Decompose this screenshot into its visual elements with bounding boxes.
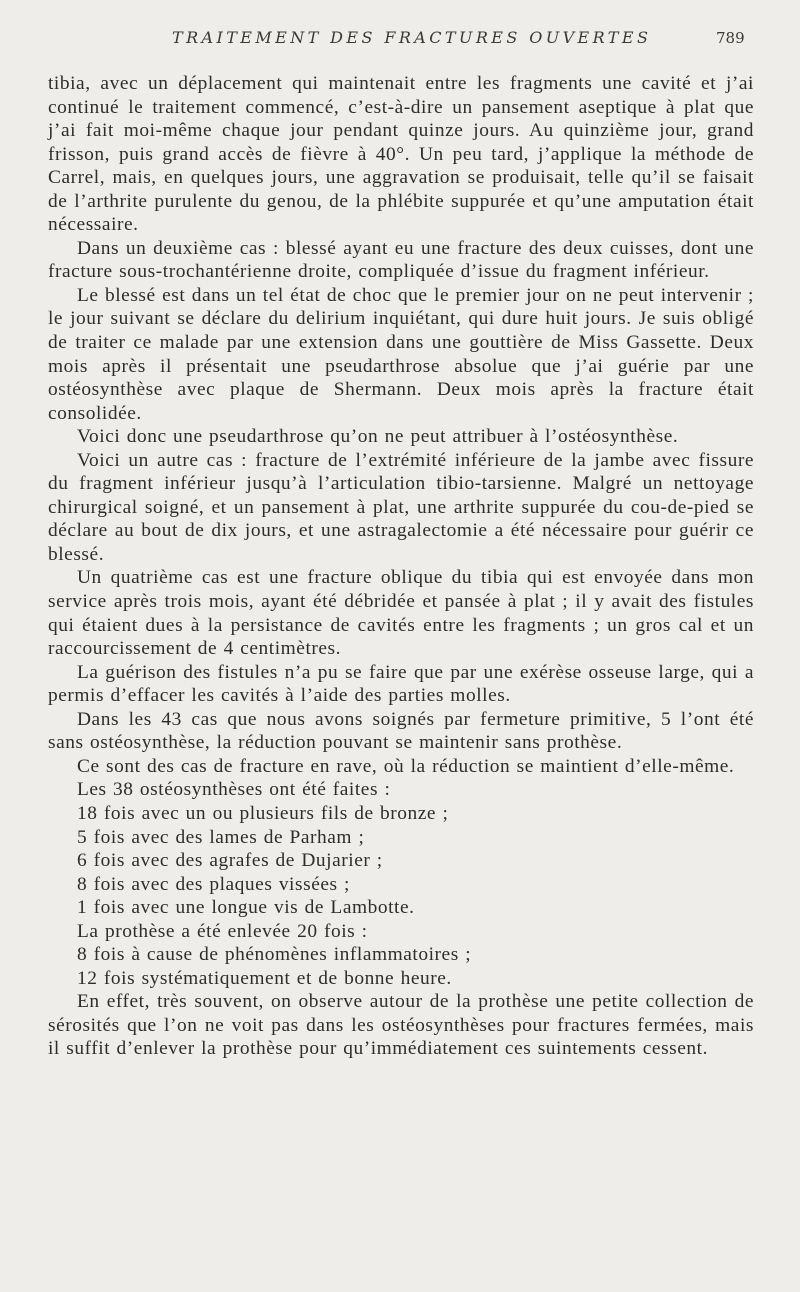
paragraph-second-case: Dans un deuxième cas : blessé ayant eu une fracture des deux cuisses, dont une fracture sous-trochantérienne droite, compliquée d’issue du fragment inférieur. xyxy=(48,237,754,283)
paragraph-conclusion: En effet, très souvent, on observe autour de la prothèse une petite collection de sérosités que l’on ne voit pas dans les ostéosynthèses pour fractures fermées, mais il suffit d’enlever la prothèse pour qu’immédiatement ces suintements cessent. xyxy=(48,991,754,1060)
list-item: 8 fois à cause de phénomènes inflammatoires ; xyxy=(77,944,472,966)
paragraph-fourth-case: Un quatrième cas est une fracture oblique du tibia qui est envoyée dans mon service après trois mois, ayant été débridée et pansée à plat ; il y avait des fistules qui étaient dues à la persistance de cavités entre les fragments ; un gros cal et un raccourcissement de 4 centimètres. xyxy=(48,567,754,660)
page-number: 789 xyxy=(716,29,745,47)
list-intro-osteosyntheses: Les 38 ostéosynthèses ont été faites : xyxy=(77,779,391,801)
list-intro-removal: La prothèse a été enlevée 20 fois : xyxy=(77,920,368,942)
running-title: TRAITEMENT DES FRACTURES OUVERTES xyxy=(172,28,652,47)
list-item: 12 fois systématiquement et de bonne heure. xyxy=(77,967,452,989)
paragraph-pseudarthrosis: Voici donc une pseudarthrose qu’on ne peut attribuer à l’ostéosynthèse. xyxy=(77,426,679,448)
body-text xyxy=(48,72,754,1061)
list-item: 1 fois avec une longue vis de Lambotte. xyxy=(77,897,415,919)
paragraph-another-case: Voici un autre cas : fracture de l’extrémité inférieure de la jambe avec fissure du fragment inférieur jusqu’à l’articulation tibio-tarsienne. Malgré un nettoyage chirurgical soigné, et un pansement à plat, une arthrite suppurée du cou-de-pied se déclare au bout de dix jours, et une astragalectomie a été nécessaire pour guérir ce blessé. xyxy=(48,449,754,565)
paragraph-continuation: tibia, avec un déplacement qui maintenait entre les fragments une cavité et j’ai continué le traitement commencé, c’est-à-dire un pansement aseptique à plat que j’ai fait moi-même chaque jour pendant quinze jours. Au quinzième jour, grand frisson, puis grand accès de fièvre à 40°. Un peu tard, j’applique la méthode de Carrel, mais, en quelques jours, une aggravation se produisait, telle qu’il se faisait de l’arthrite purulente du genou, de la phlébite suppurée et qu’une amputation était nécessaire. xyxy=(48,73,754,236)
running-header xyxy=(0,28,800,52)
list-item: 6 fois avec des agrafes de Dujarier ; xyxy=(77,850,383,872)
paragraph-shock: Le blessé est dans un tel état de choc que le premier jour on ne peut intervenir ; le jour suivant se déclare du delirium inquiétant, qui dure huit jours. Je suis obligé de traiter ce malade par une extension dans une gouttière de Miss Gassette. Deux mois après il présentait une pseudarthrose absolue que j’ai guérie par une ostéosynthèse avec plaque de Shermann. Deux mois après la fracture était consolidée. xyxy=(48,284,754,424)
paragraph-43-cases: Dans les 43 cas que nous avons soignés par fermeture primitive, 5 l’ont été sans ostéosynthèse, la réduction pouvant se maintenir sans prothèse. xyxy=(48,708,754,754)
list-item: 18 fois avec un ou plusieurs fils de bronze ; xyxy=(77,802,449,824)
paragraph-fistula-healing: La guérison des fistules n’a pu se faire que par une exérèse osseuse large, qui a permis d’effacer les cavités à l’aide des parties molles. xyxy=(48,661,754,707)
list-item: 5 fois avec des lames de Parham ; xyxy=(77,826,365,848)
list-item: 8 fois avec des plaques vissées ; xyxy=(77,873,350,895)
paragraph-rave-fracture: Ce sont des cas de fracture en rave, où la réduction se maintient d’elle-même. xyxy=(77,755,735,777)
